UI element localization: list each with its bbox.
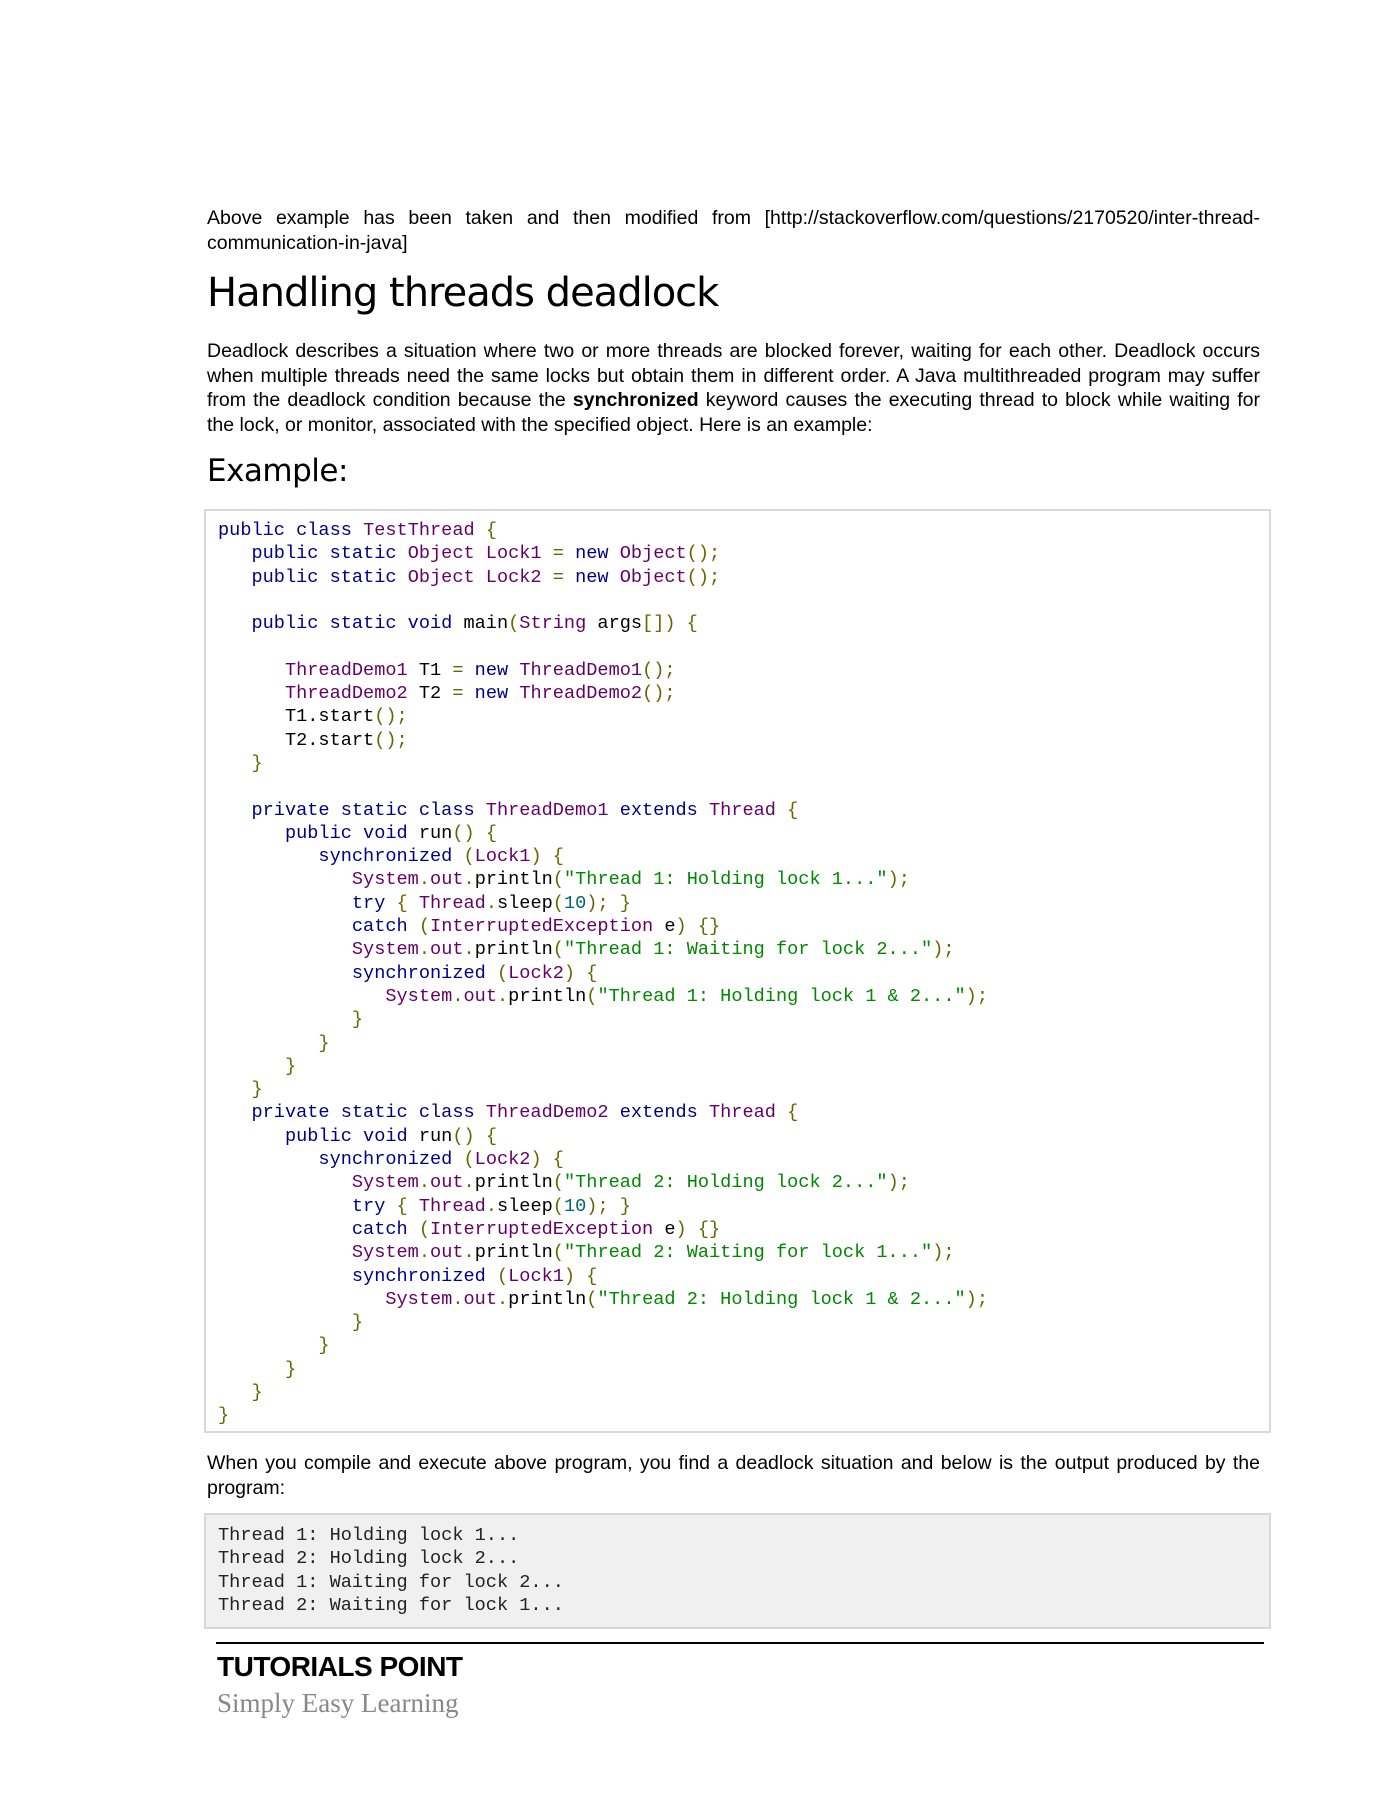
code-token: ); <box>932 1242 955 1264</box>
code-line <box>218 1404 1269 1427</box>
code-token: } <box>218 1381 263 1403</box>
output-line: Thread 1: Holding lock 1... <box>218 1525 520 1546</box>
code-token: = <box>452 683 475 705</box>
code-token: ) { <box>563 1265 598 1287</box>
code-token: ( <box>463 1149 475 1171</box>
code-token: } <box>218 1312 364 1334</box>
output-line: Thread 2: Holding lock 2... <box>218 1548 520 1570</box>
code-token: synchronized <box>218 962 497 984</box>
code-line <box>218 589 1269 612</box>
code-listing <box>218 519 1269 1428</box>
code-token: out <box>430 1242 464 1264</box>
code-token: synchronized <box>218 1149 464 1171</box>
code-token: println <box>474 939 553 961</box>
code-line <box>218 845 1269 868</box>
code-token: System <box>218 939 419 961</box>
code-token: Lock1 <box>474 846 531 868</box>
code-line <box>218 1195 1269 1218</box>
code-line <box>218 915 1269 938</box>
code-line <box>218 635 1269 658</box>
code-token: Thread <box>708 799 788 821</box>
code-token: extends <box>619 799 709 821</box>
code-token: ( <box>508 613 520 635</box>
code-line <box>218 705 1269 728</box>
code-line <box>218 1381 1269 1404</box>
code-token: { <box>396 892 419 914</box>
code-token: out <box>463 1288 497 1310</box>
code-token: T2.start <box>218 729 375 751</box>
code-token: } <box>218 1358 297 1380</box>
code-token: (); <box>642 659 676 681</box>
code-line <box>218 682 1269 705</box>
code-token: . <box>485 892 497 914</box>
code-token: ( <box>463 846 475 868</box>
code-token: public class <box>218 520 364 541</box>
code-token: } <box>218 1335 330 1357</box>
code-token: T1 <box>418 659 453 681</box>
code-line <box>218 1171 1269 1194</box>
code-line <box>218 822 1269 845</box>
code-line <box>218 962 1269 985</box>
code-token: try <box>218 1195 397 1217</box>
code-token: "Thread 1: Holding lock 1 & 2..." <box>597 985 966 1007</box>
code-token: = <box>552 566 576 588</box>
code-token: ); } <box>586 892 631 914</box>
code-token: (); <box>642 683 676 705</box>
code-token: out <box>430 869 464 891</box>
code-token: args <box>597 613 643 635</box>
code-line <box>218 1218 1269 1241</box>
code-token: } <box>218 1079 263 1101</box>
output-block <box>204 1513 1271 1629</box>
code-line <box>218 542 1269 565</box>
code-token: . <box>485 1195 497 1217</box>
code-token: (); <box>686 543 721 565</box>
code-token: e <box>664 916 676 938</box>
code-token: println <box>474 1172 553 1194</box>
code-token: ( <box>586 985 598 1007</box>
code-token: } <box>218 1009 364 1031</box>
code-token: TestThread <box>363 520 486 541</box>
intro-paragraph: Above example has been taken and then modified from [http://stackoverflow.com/questions/2170520/inter-thread-communication-in-java] <box>207 207 1260 254</box>
code-token: out <box>430 1172 464 1194</box>
code-token: Lock1 <box>508 1265 564 1287</box>
code-token: . <box>418 869 431 891</box>
code-token: println <box>508 985 587 1007</box>
example-heading: Example: <box>207 453 348 489</box>
code-token: . <box>452 985 464 1007</box>
code-token: "Thread 1: Waiting for lock 2..." <box>563 939 933 961</box>
code-token: 10 <box>563 1195 587 1217</box>
code-token: (); <box>686 566 721 588</box>
code-line <box>218 659 1269 682</box>
code-token: main <box>463 613 509 635</box>
code-line <box>218 566 1269 589</box>
code-token: . <box>463 1172 475 1194</box>
code-token: T2 <box>418 683 453 705</box>
code-line <box>218 985 1269 1008</box>
code-token: Thread <box>708 1102 788 1124</box>
code-token: . <box>418 1242 431 1264</box>
code-token: . <box>418 939 431 961</box>
code-token: ) { <box>563 962 598 984</box>
code-line <box>218 868 1269 891</box>
code-line <box>218 1288 1269 1311</box>
code-line <box>218 1055 1269 1078</box>
code-token: ( <box>552 939 564 961</box>
code-line <box>218 1032 1269 1055</box>
code-token: ( <box>496 1265 509 1287</box>
code-token: ( <box>552 1242 564 1264</box>
code-line <box>218 752 1269 775</box>
code-token: private static class <box>218 1102 486 1124</box>
code-token: public static <box>218 543 408 565</box>
code-line <box>218 1078 1269 1101</box>
code-token: { <box>787 1102 799 1124</box>
code-token: System <box>218 985 453 1007</box>
code-token: ThreadDemo2 <box>485 1102 620 1124</box>
code-token: ThreadDemo1 <box>519 659 643 681</box>
code-token: new <box>575 543 620 565</box>
code-token: public static void <box>218 613 464 635</box>
description-paragraph <box>207 339 1260 437</box>
description-text: Deadlock describes a situation where two or more threads are blocked forever, waiting for each other. Deadlock occurs when multiple threads need the same locks but obtain them in different order. A Java multithreaded program may suffer from the deadlock condition because the <box>207 340 1260 412</box>
code-token: ( <box>496 962 509 984</box>
code-token: ThreadDemo2 <box>218 683 419 705</box>
code-token: System <box>218 1288 453 1310</box>
code-line <box>218 1101 1269 1124</box>
code-line <box>218 799 1269 822</box>
code-token: sleep <box>496 1195 553 1217</box>
code-token: "Thread 2: Holding lock 1 & 2..." <box>597 1288 966 1310</box>
code-token: new <box>575 566 620 588</box>
code-token: public void <box>218 822 419 844</box>
code-token: ( <box>552 1172 564 1194</box>
code-token: . <box>496 985 509 1007</box>
code-token: ) { <box>530 846 564 868</box>
code-token: Thread <box>418 892 486 914</box>
code-token: ( <box>552 869 564 891</box>
code-token: println <box>474 869 553 891</box>
code-token: T1.start <box>218 706 375 728</box>
code-token: "Thread 2: Waiting for lock 1..." <box>563 1242 933 1264</box>
output-line: Thread 2: Waiting for lock 1... <box>218 1594 564 1616</box>
code-token: = <box>552 543 576 565</box>
code-token: run <box>418 822 453 844</box>
code-token: synchronized <box>218 1265 497 1287</box>
code-token: Thread <box>418 1195 486 1217</box>
code-token: ); <box>887 869 910 891</box>
code-token: out <box>430 939 464 961</box>
code-token: () { <box>452 822 497 844</box>
code-line <box>218 1265 1269 1288</box>
output-intro-paragraph: When you compile and execute above program, you find a deadlock situation and below is the output produced by the program: <box>207 1452 1260 1499</box>
output-listing <box>218 1524 1269 1617</box>
code-token: catch <box>218 1218 419 1240</box>
code-token: System <box>218 1172 419 1194</box>
code-token: sleep <box>496 892 553 914</box>
code-token: InterruptedException <box>430 916 665 938</box>
code-token: ( <box>552 892 564 914</box>
code-token: println <box>508 1288 587 1310</box>
code-token: } <box>218 1405 230 1427</box>
code-token: []) { <box>642 613 698 635</box>
code-token: try <box>218 892 397 914</box>
code-token: ) { <box>530 1149 564 1171</box>
code-line <box>218 938 1269 961</box>
code-token: ); } <box>586 1195 631 1217</box>
footer-divider <box>216 1642 1264 1644</box>
code-line <box>218 775 1269 798</box>
code-line <box>218 729 1269 752</box>
code-token: ); <box>887 1172 910 1194</box>
code-line <box>218 1008 1269 1031</box>
code-token: (); <box>374 729 408 751</box>
code-token: } <box>218 752 263 774</box>
code-line <box>218 1125 1269 1148</box>
code-token: } <box>218 1032 330 1054</box>
code-token: public void <box>218 1125 419 1147</box>
code-token: new <box>474 659 520 681</box>
code-token: ( <box>586 1288 598 1310</box>
code-token: ); <box>965 1288 988 1310</box>
code-token: ) {} <box>675 1218 721 1240</box>
code-token: synchronized <box>218 846 464 868</box>
code-token: new <box>474 683 520 705</box>
code-token: "Thread 2: Holding lock 2..." <box>563 1172 888 1194</box>
code-token: () { <box>452 1125 497 1147</box>
code-token: Object Lock2 <box>407 566 553 588</box>
code-token: { <box>485 520 497 541</box>
code-token: extends <box>619 1102 709 1124</box>
code-token: ( <box>418 1218 431 1240</box>
code-token: Lock2 <box>508 962 564 984</box>
code-line <box>218 1334 1269 1357</box>
code-line <box>218 1241 1269 1264</box>
code-line <box>218 1358 1269 1381</box>
code-token: ThreadDemo2 <box>519 683 643 705</box>
code-token: . <box>496 1288 509 1310</box>
code-token: out <box>463 985 497 1007</box>
code-line <box>218 519 1269 542</box>
code-token: ThreadDemo1 <box>485 799 620 821</box>
code-token: 10 <box>563 892 587 914</box>
code-token: ( <box>418 916 431 938</box>
code-token: . <box>463 939 475 961</box>
code-token: String <box>519 613 598 635</box>
code-token: InterruptedException <box>430 1218 665 1240</box>
code-token: { <box>396 1195 419 1217</box>
code-token: . <box>452 1288 464 1310</box>
code-line <box>218 612 1269 635</box>
code-token: { <box>787 799 799 821</box>
code-token: } <box>218 1055 297 1077</box>
code-token: ); <box>965 985 988 1007</box>
code-token: private static class <box>218 799 486 821</box>
code-token: ThreadDemo1 <box>218 659 419 681</box>
output-line: Thread 1: Waiting for lock 2... <box>218 1571 564 1593</box>
code-token: Object <box>619 543 687 565</box>
code-token: . <box>463 869 475 891</box>
footer-tagline: Simply Easy Learning <box>217 1688 459 1718</box>
code-token: ) {} <box>675 916 721 938</box>
code-token: println <box>474 1242 553 1264</box>
code-token: "Thread 1: Holding lock 1..." <box>563 869 888 891</box>
code-token: System <box>218 869 419 891</box>
code-token: run <box>418 1125 453 1147</box>
code-token: catch <box>218 916 419 938</box>
description-text-end: keyword causes the executing thread to block while waiting for the lock, or monitor, associated with the specified object. Here is an example: <box>207 389 1261 436</box>
code-token: Object Lock1 <box>407 543 553 565</box>
code-token: ( <box>552 1195 564 1217</box>
code-line <box>218 1148 1269 1171</box>
code-token: ); <box>932 939 955 961</box>
code-token: public static <box>218 566 408 588</box>
code-token: System <box>218 1242 419 1264</box>
section-heading: Handling threads deadlock <box>207 270 719 316</box>
footer-brand: TUTORIALS POINT <box>217 1651 463 1682</box>
code-token: = <box>452 659 475 681</box>
code-token: Lock2 <box>474 1149 531 1171</box>
code-token: . <box>463 1242 475 1264</box>
code-token: (); <box>374 706 408 728</box>
code-block <box>204 509 1271 1433</box>
code-token: e <box>664 1218 676 1240</box>
synchronized-keyword: synchronized <box>572 389 699 412</box>
code-line <box>218 892 1269 915</box>
code-token: . <box>418 1172 431 1194</box>
code-token: Object <box>619 566 687 588</box>
code-line <box>218 1311 1269 1334</box>
